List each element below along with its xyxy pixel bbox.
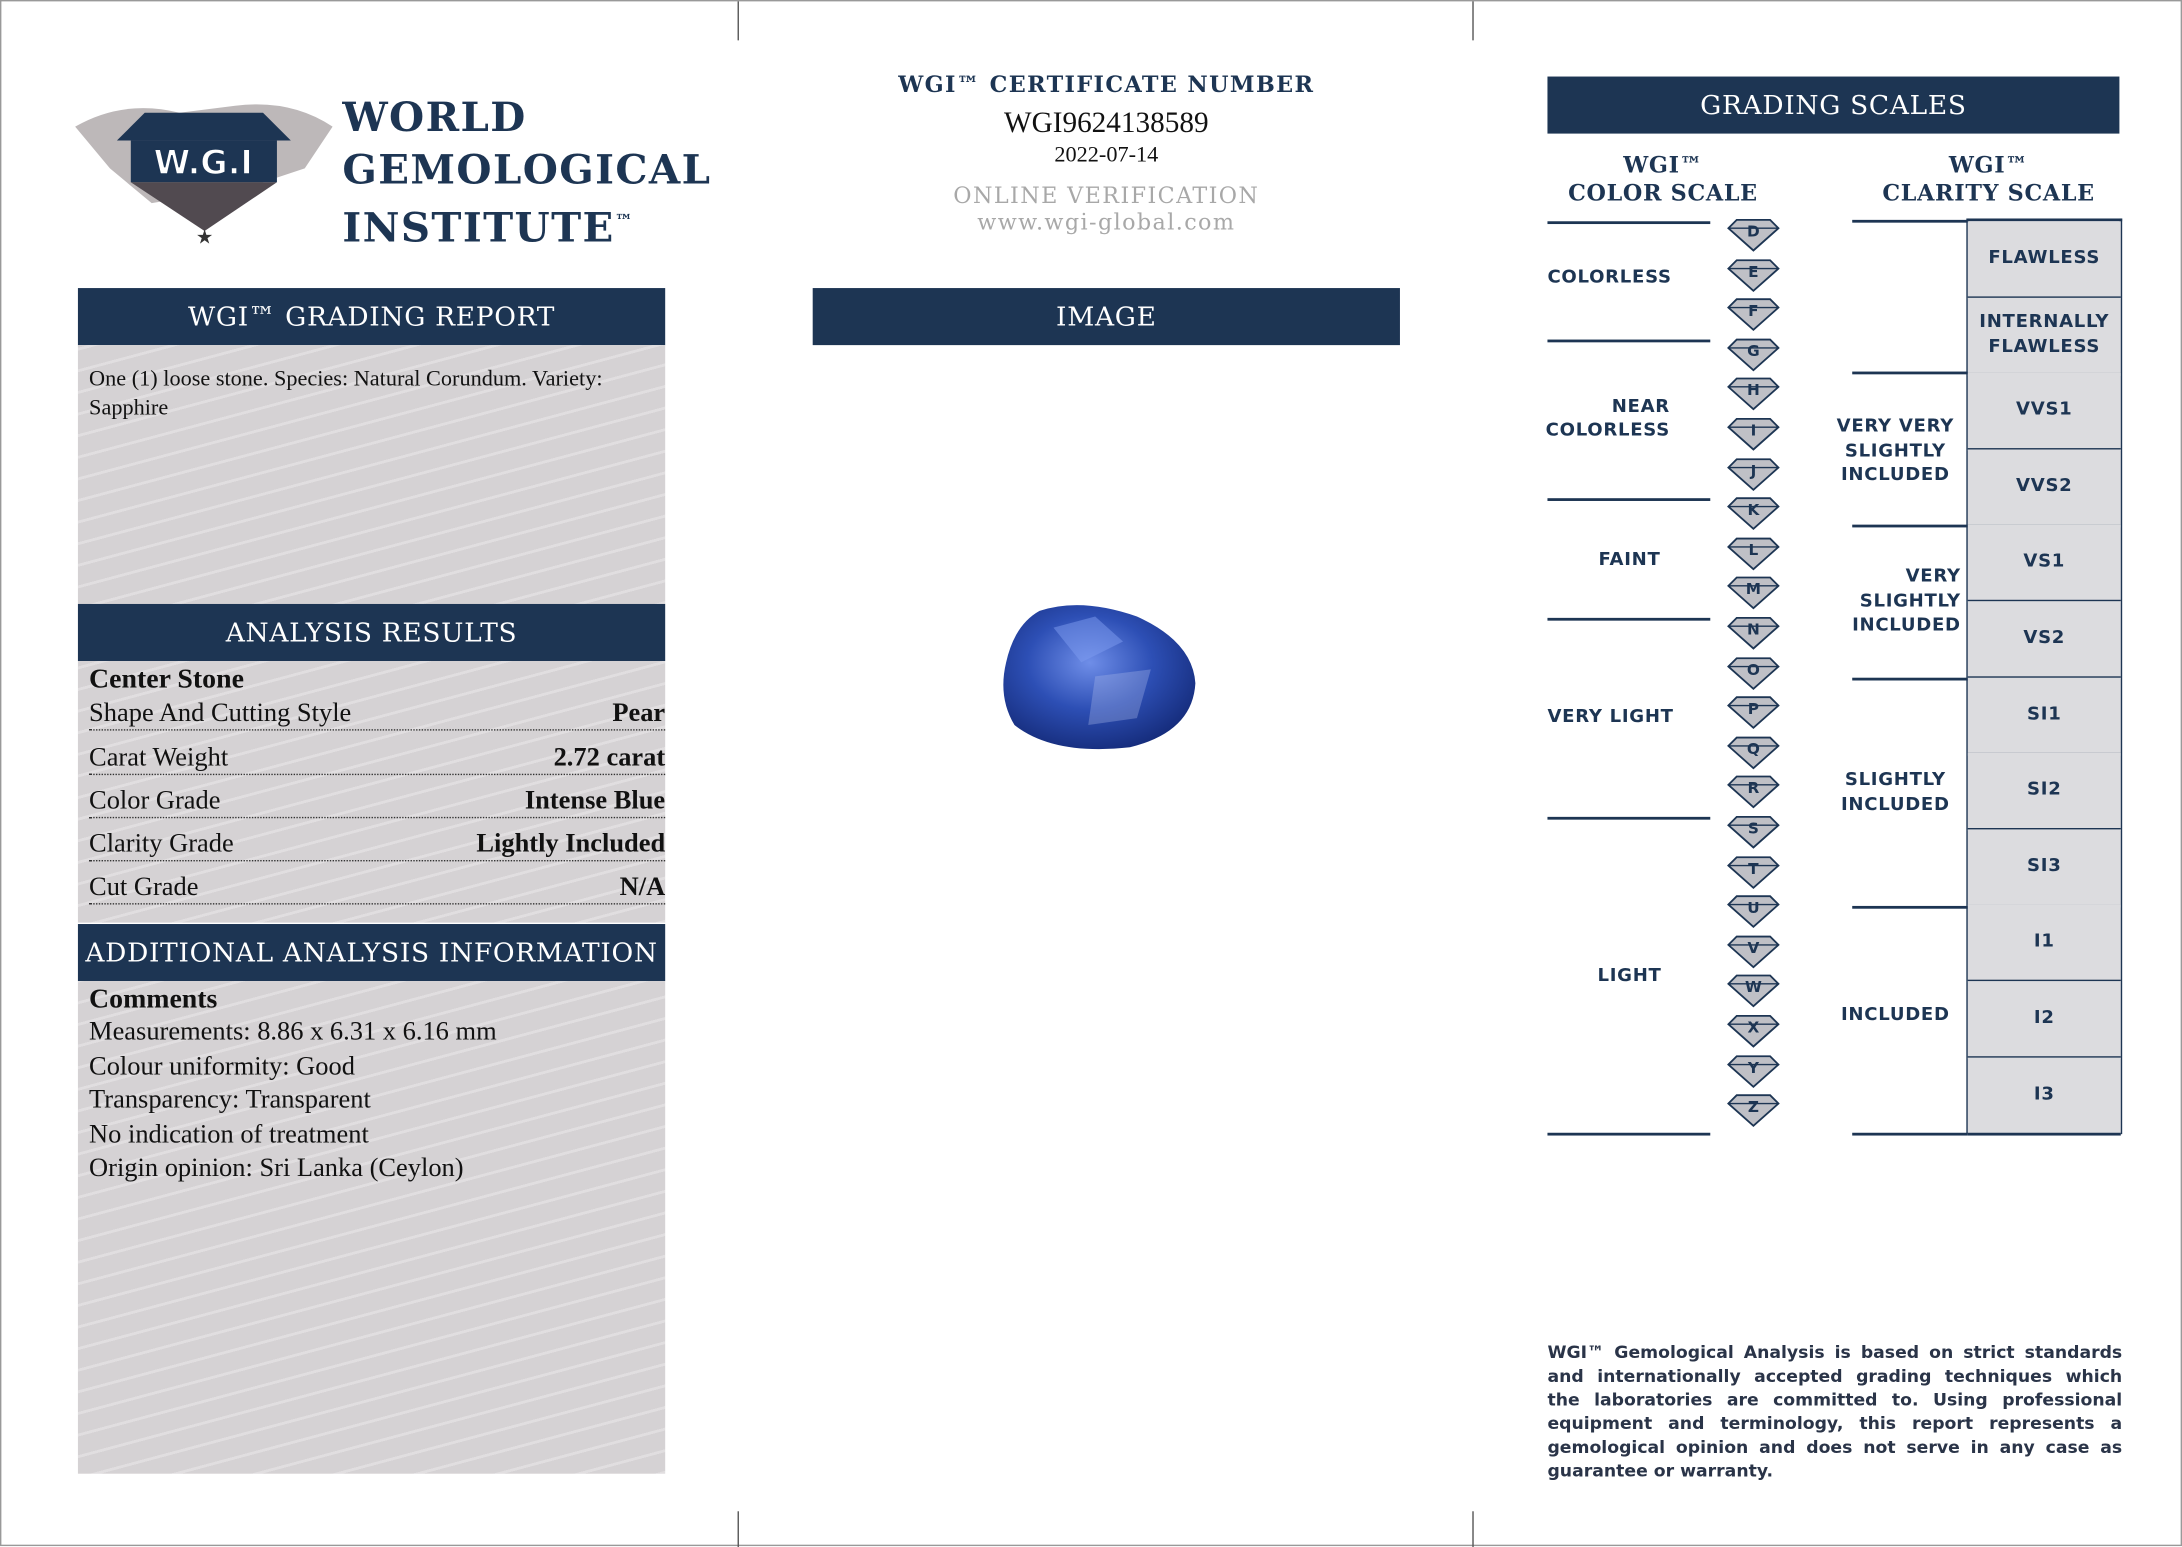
- row-label: Shape And Cutting Style: [89, 698, 352, 728]
- logo-line: GEMOLOGICAL: [342, 146, 712, 194]
- clarity-group-label: INCLUDED: [1840, 1004, 1950, 1026]
- color-grade-letter: T: [1748, 859, 1759, 878]
- color-grade-letter: E: [1748, 262, 1759, 281]
- color-grade-diamond: [1727, 218, 1780, 251]
- color-grade-letter: U: [1747, 899, 1760, 918]
- verification-url[interactable]: www.wgi-global.com: [977, 208, 1236, 236]
- clarity-group-divider: [1852, 906, 1968, 909]
- clarity-grade-label: INTERNALLY FLAWLESS: [1979, 311, 2110, 358]
- title-line: WGI™: [1948, 151, 2029, 179]
- color-group-label: LIGHT: [1597, 965, 1662, 987]
- color-grade-diamond: [1727, 855, 1780, 888]
- color-grade-letter: H: [1747, 381, 1760, 400]
- clarity-group-label: VERY SLIGHTLY INCLUDED: [1852, 566, 1961, 636]
- clarity-scale-title: [1852, 152, 2125, 208]
- color-grade-letter: P: [1747, 700, 1760, 719]
- color-grade-letter: Q: [1746, 740, 1760, 759]
- logo-line: WORLD: [342, 93, 527, 141]
- color-grade-letter: I: [1750, 421, 1757, 440]
- clarity-grade-cell: [1968, 221, 2121, 299]
- clarity-grade-label: I3: [2033, 1083, 2055, 1105]
- clarity-grade-label: SI2: [2027, 779, 2062, 801]
- color-group-divider: [1547, 1133, 1710, 1136]
- grading-scales-header: GRADING SCALES: [1547, 77, 2119, 134]
- row-label: Color Grade: [89, 786, 221, 816]
- color-grade-letter: Y: [1747, 1058, 1759, 1077]
- color-group-divider: [1547, 340, 1710, 343]
- clarity-grade-cell: [1968, 753, 2121, 831]
- clarity-grade-cell: [1968, 449, 2121, 527]
- color-grade-letter: J: [1750, 461, 1757, 480]
- row-label: Clarity Grade: [89, 829, 234, 859]
- color-grade-diamond: [1727, 815, 1780, 848]
- color-grade-diamond: [1727, 776, 1780, 809]
- clarity-grade-label: VVS2: [2016, 475, 2073, 497]
- fold-mark: [1472, 1, 1473, 40]
- color-grade-diamond: [1727, 577, 1780, 610]
- color-grade-letter: R: [1747, 779, 1760, 798]
- color-grade-letter: F: [1748, 302, 1759, 321]
- comment-line: No indication of treatment: [89, 1119, 369, 1150]
- color-group-divider: [1547, 221, 1710, 224]
- color-grade-letter: K: [1747, 501, 1760, 520]
- analysis-row: [89, 738, 665, 776]
- color-grade-diamond: [1727, 497, 1780, 530]
- certificate-number-label: WGI™ CERTIFICATE NUMBER: [898, 70, 1315, 98]
- color-grade-letter: D: [1747, 222, 1760, 241]
- analysis-results-header: ANALYSIS RESULTS: [78, 604, 665, 661]
- color-group-divider: [1547, 817, 1710, 820]
- online-verification-label: ONLINE VERIFICATION: [953, 182, 1260, 209]
- clarity-grade-cell: [1968, 297, 2121, 375]
- color-grade-letter: G: [1747, 342, 1760, 361]
- color-grade-diamond: [1727, 616, 1780, 649]
- clarity-grade-cell: [1968, 1057, 2121, 1135]
- logo-line: INSTITUTE: [342, 204, 615, 252]
- clarity-grade-cell: [1968, 829, 2121, 907]
- color-group-label: FAINT: [1598, 549, 1661, 571]
- institute-name: [342, 90, 711, 254]
- additional-info-panel: [78, 981, 665, 1474]
- clarity-grade-cell: [1968, 373, 2121, 451]
- fold-mark: [738, 1, 739, 40]
- color-grade-diamond: [1727, 656, 1780, 689]
- clarity-grade-cell: [1968, 905, 2121, 983]
- clarity-grade-label: VS1: [2023, 551, 2066, 573]
- disclaimer-text: WGI™ Gemological Analysis is based on strict standards and internationally accepted grading techniques which the laboratories are committed to. Using professional equipment and terminology, this report represents a gemological opinion and does not serve in any case as guarantee or warranty.: [1547, 1341, 2123, 1481]
- row-label: Carat Weight: [89, 743, 229, 773]
- color-grade-letter: N: [1747, 620, 1760, 639]
- color-grade-diamond: [1727, 736, 1780, 769]
- color-grade-diamond: [1727, 258, 1780, 291]
- color-grade-diamond: [1727, 1054, 1780, 1087]
- grading-report-header: WGI™ GRADING REPORT: [78, 288, 665, 345]
- analysis-row: [89, 693, 665, 731]
- analysis-results-panel: [78, 661, 665, 923]
- clarity-grade-label: SI3: [2027, 855, 2062, 877]
- additional-info-header: ADDITIONAL ANALYSIS INFORMATION: [78, 924, 665, 981]
- clarity-grade-label: VVS1: [2016, 399, 2073, 421]
- comment-line: Origin opinion: Sri Lanka (Ceylon): [89, 1154, 464, 1184]
- color-grade-diamond: [1727, 298, 1780, 331]
- analysis-row: [89, 781, 665, 819]
- svg-text:★: ★: [195, 227, 214, 249]
- image-header: IMAGE: [813, 288, 1400, 345]
- clarity-grade-cell: [1968, 677, 2121, 755]
- grading-report-panel: [78, 345, 665, 604]
- clarity-group-divider: [1852, 525, 1968, 528]
- analysis-row: [89, 867, 665, 905]
- clarity-grade-cell: [1968, 601, 2121, 679]
- color-grade-letter: Z: [1747, 1098, 1759, 1117]
- row-value: N/A: [619, 872, 666, 902]
- row-value: Pear: [612, 698, 666, 728]
- color-grade-letter: W: [1744, 978, 1762, 997]
- color-grade-letter: X: [1747, 1018, 1760, 1037]
- clarity-group-divider: [1852, 220, 1968, 223]
- sapphire-gem-image: [998, 600, 1201, 756]
- certificate-info: [813, 71, 1400, 235]
- color-grade-diamond: [1727, 696, 1780, 729]
- row-value: 2.72 carat: [553, 743, 666, 773]
- certificate-number: WGI9624138589: [1004, 105, 1209, 140]
- clarity-grade-label: VS2: [2023, 627, 2066, 649]
- clarity-group-divider: [1852, 372, 1968, 375]
- color-grade-letter: S: [1747, 819, 1759, 838]
- center-stone-heading: Center Stone: [89, 663, 244, 695]
- clarity-group-divider: [1852, 678, 1968, 681]
- comments-heading: Comments: [89, 983, 218, 1015]
- color-group-divider: [1547, 498, 1710, 501]
- clarity-grade-cell: [1968, 525, 2121, 603]
- fold-mark: [738, 1511, 739, 1547]
- color-group-divider: [1547, 618, 1710, 621]
- color-grade-letter: O: [1746, 660, 1760, 679]
- color-grade-diamond: [1727, 1014, 1780, 1047]
- title-line: WGI™: [1623, 151, 1703, 179]
- trademark: ™: [614, 211, 635, 233]
- color-grade-diamond: [1727, 935, 1780, 968]
- comment-line: Measurements: 8.86 x 6.31 x 6.16 mm: [89, 1017, 497, 1047]
- color-grade-diamond: [1727, 457, 1780, 490]
- color-grade-diamond: [1727, 537, 1780, 570]
- certificate-date: 2022-07-14: [1054, 143, 1159, 167]
- clarity-group-label: SLIGHTLY INCLUDED: [1840, 769, 1950, 815]
- clarity-group-divider: [1852, 1133, 1968, 1136]
- color-grade-diamond: [1727, 1094, 1780, 1127]
- color-grade-diamond: [1727, 975, 1780, 1008]
- fold-mark: [1472, 1511, 1473, 1547]
- row-value: Intense Blue: [524, 786, 666, 816]
- clarity-grade-label: SI1: [2027, 703, 2062, 725]
- comment-line: Transparency: Transparent: [89, 1085, 371, 1115]
- row-label: Cut Grade: [89, 872, 199, 902]
- row-value: Lightly Included: [476, 829, 666, 859]
- color-grade-letter: M: [1745, 580, 1762, 599]
- title-line: COLOR SCALE: [1568, 179, 1758, 206]
- clarity-grade-cell: [1968, 981, 2121, 1059]
- title-line: CLARITY SCALE: [1882, 179, 2095, 206]
- svg-text:W.G.I: W.G.I: [153, 142, 253, 182]
- color-grade-diamond: [1727, 895, 1780, 928]
- color-grade-diamond: [1727, 338, 1780, 371]
- color-grade-letter: V: [1747, 939, 1760, 958]
- comment-line: Colour uniformity: Good: [89, 1051, 355, 1081]
- color-grade-diamond: [1727, 378, 1780, 411]
- clarity-grade-label: I1: [2033, 931, 2055, 953]
- analysis-row: [89, 824, 665, 862]
- clarity-group-label: VERY VERY SLIGHTLY INCLUDED: [1836, 416, 1955, 486]
- clarity-grade-label: I2: [2033, 1007, 2055, 1029]
- wgi-seal-logo: [68, 71, 339, 249]
- color-group-label: COLORLESS: [1547, 267, 1672, 289]
- color-group-label: NEAR COLORLESS: [1545, 396, 1670, 442]
- report-description: One (1) loose stone. Species: Natural Corundum. Variety: Sapphire: [89, 367, 603, 421]
- color-grade-letter: L: [1748, 541, 1759, 560]
- clarity-grade-label: FLAWLESS: [1988, 247, 2101, 269]
- color-group-label: VERY LIGHT: [1547, 706, 1674, 728]
- color-grade-diamond: [1727, 417, 1780, 450]
- color-scale-title: [1547, 152, 1778, 208]
